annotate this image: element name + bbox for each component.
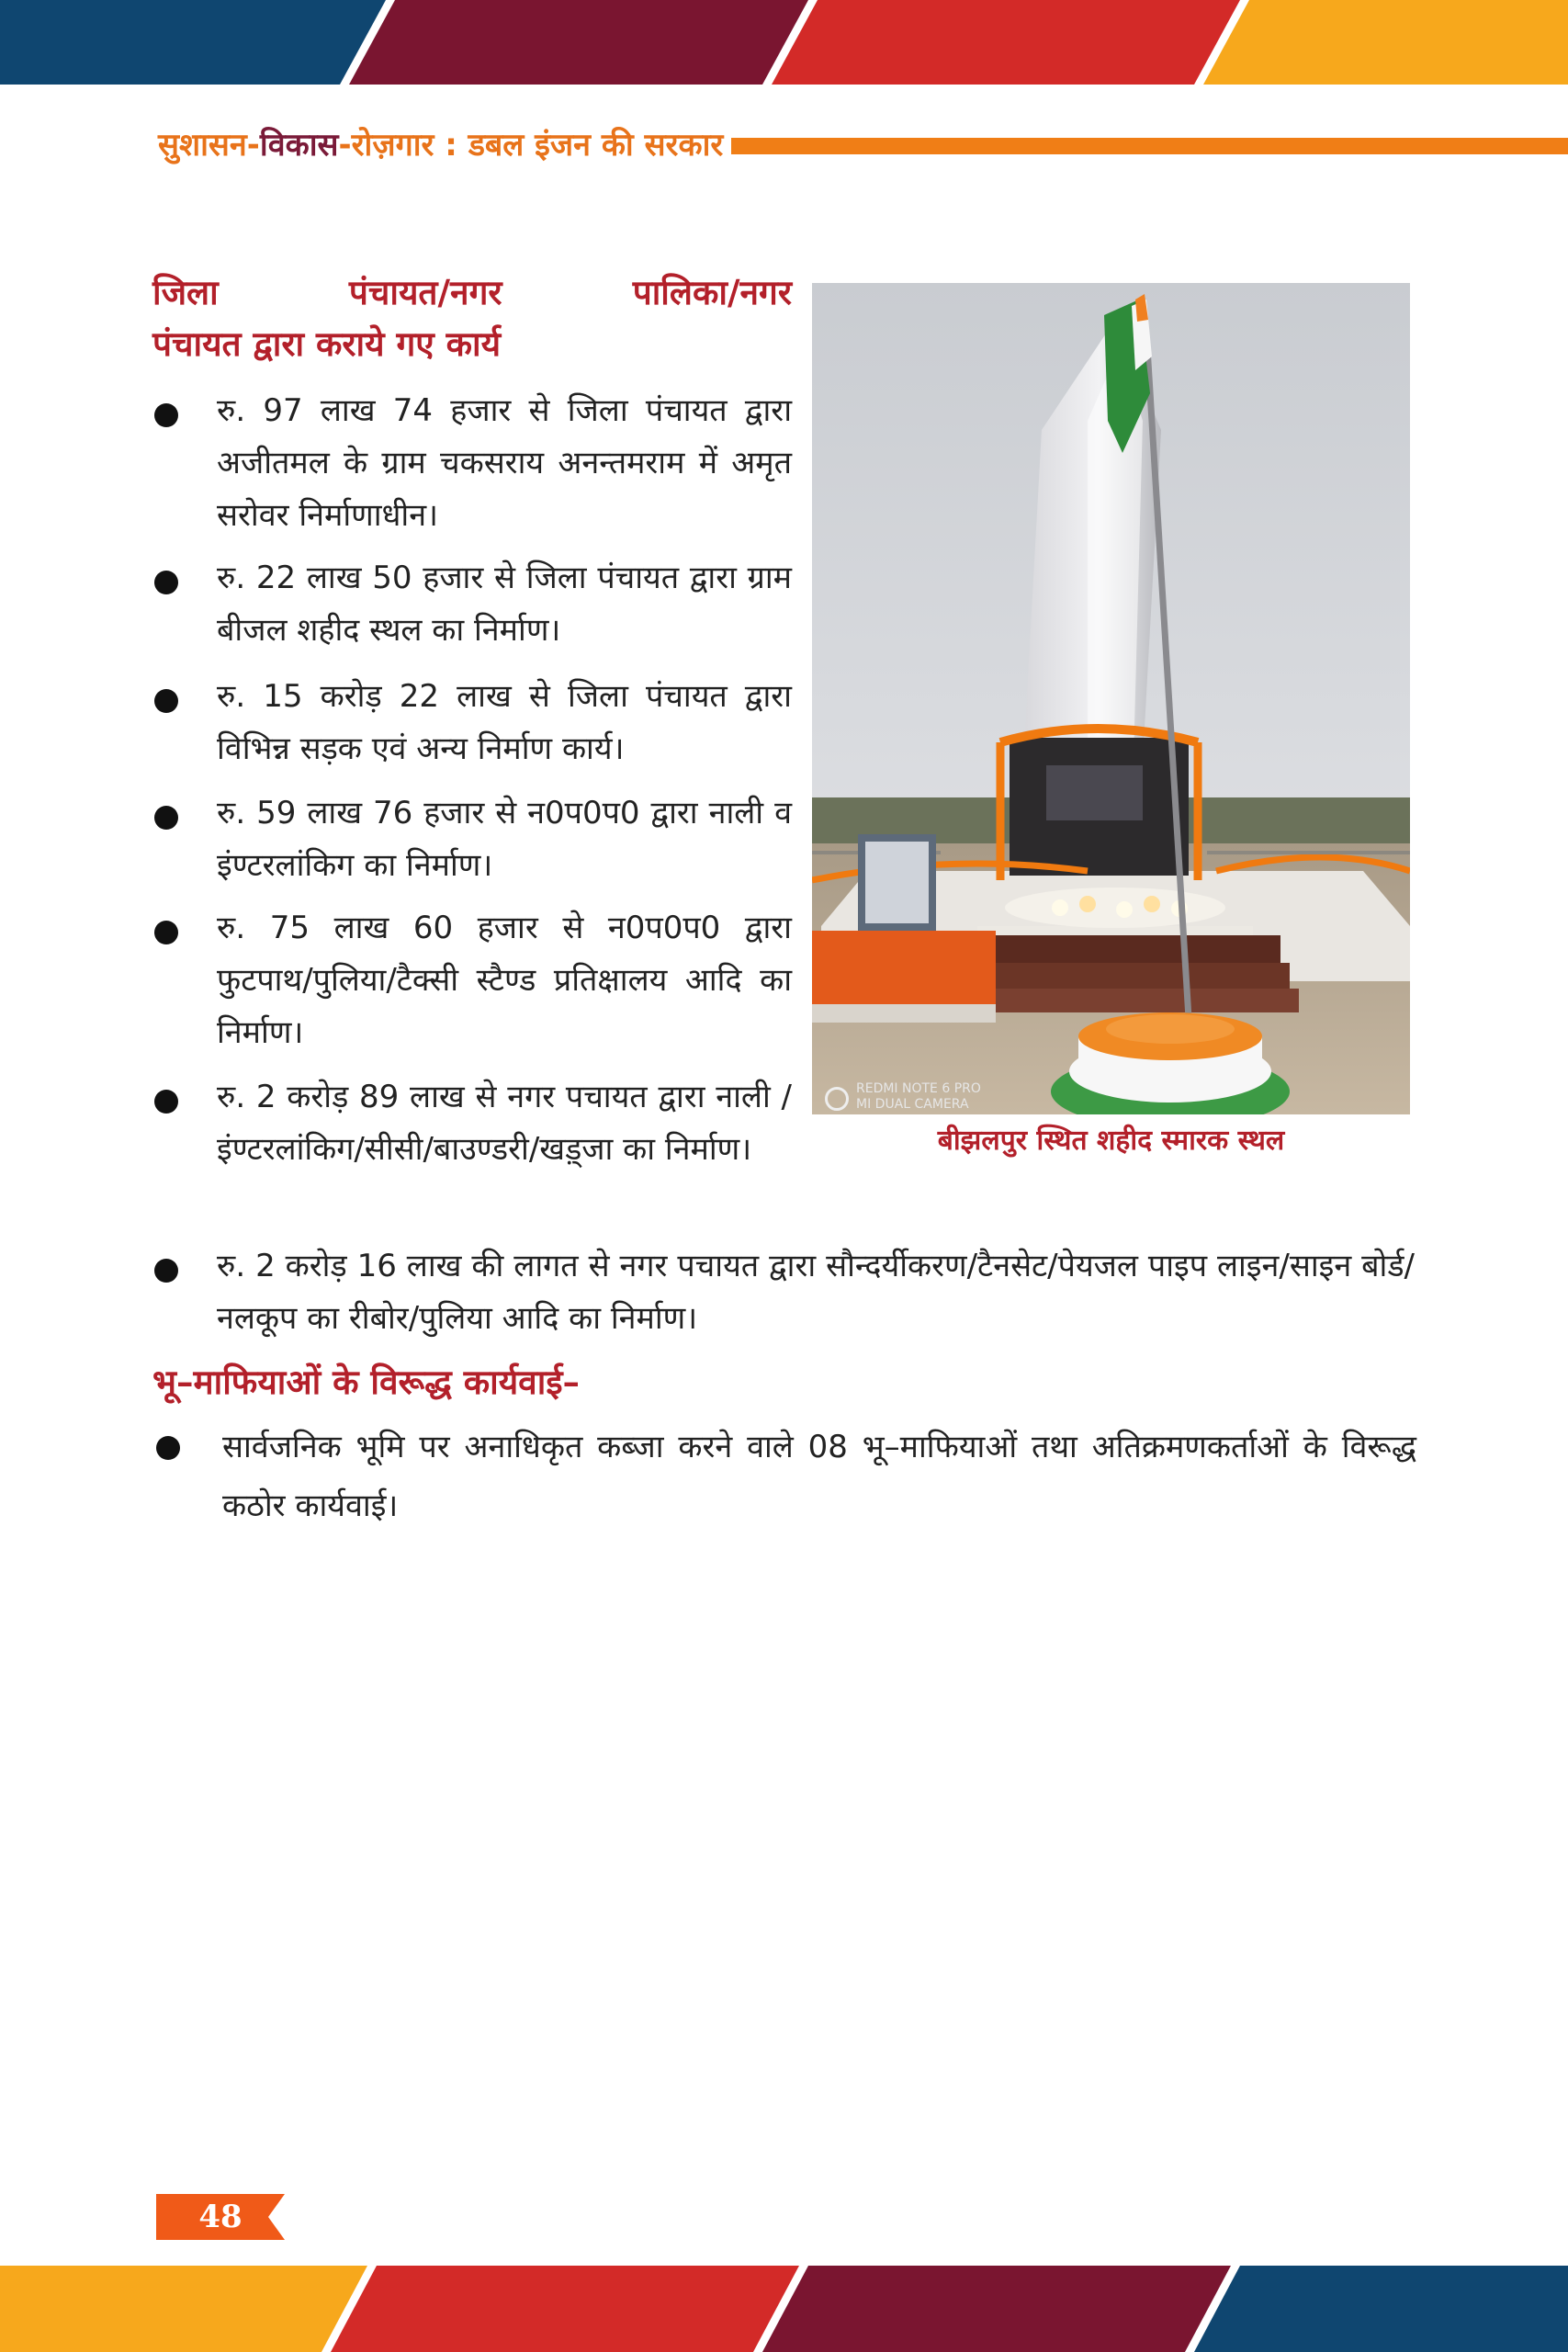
bullet-icon <box>156 1436 180 1460</box>
heading-word-2: पंचायत/नगर <box>348 272 502 312</box>
header-rule <box>731 138 1568 154</box>
bullet-icon <box>154 1090 178 1114</box>
section-heading-panchayat <box>152 266 792 369</box>
heading-word-1: जिला <box>152 272 219 312</box>
bullet-icon <box>154 921 178 944</box>
heading-word-3: पालिका/नगर <box>632 272 792 312</box>
header-title-part1: सुशासन- <box>158 127 260 164</box>
camera-watermark <box>825 1081 981 1113</box>
photo-caption: बीझलपुर स्थित शहीद स्मारक स्थल <box>937 1125 1285 1157</box>
top-color-stripe <box>0 0 1568 85</box>
bullet-icon <box>154 403 178 427</box>
watermark-line-2: MI DUAL CAMERA <box>856 1097 969 1112</box>
running-header <box>158 125 1413 165</box>
bullet-icon <box>154 1259 178 1283</box>
bullet-icon <box>154 571 178 594</box>
bullet-icon <box>154 806 178 830</box>
section-heading-land-mafia: भू–माफियाओं के विरूद्ध कार्यवाई– <box>152 1362 580 1402</box>
memorial-photo <box>812 283 1410 1114</box>
page-number: 48 <box>198 2199 243 2235</box>
page-number-tab <box>156 2194 285 2240</box>
header-title <box>158 125 723 165</box>
bottom-color-stripe <box>0 2266 1568 2352</box>
heading-line-2: पंचायत द्वारा कराये गए कार्य <box>152 323 502 364</box>
camera-ring-icon <box>825 1087 849 1111</box>
header-title-part3: -रोज़गार : डबल इंजन की सरकार <box>338 127 724 164</box>
header-title-part2: विकास <box>259 127 339 164</box>
bullet-icon <box>154 689 178 713</box>
watermark-line-1: REDMI NOTE 6 PRO <box>856 1081 981 1096</box>
